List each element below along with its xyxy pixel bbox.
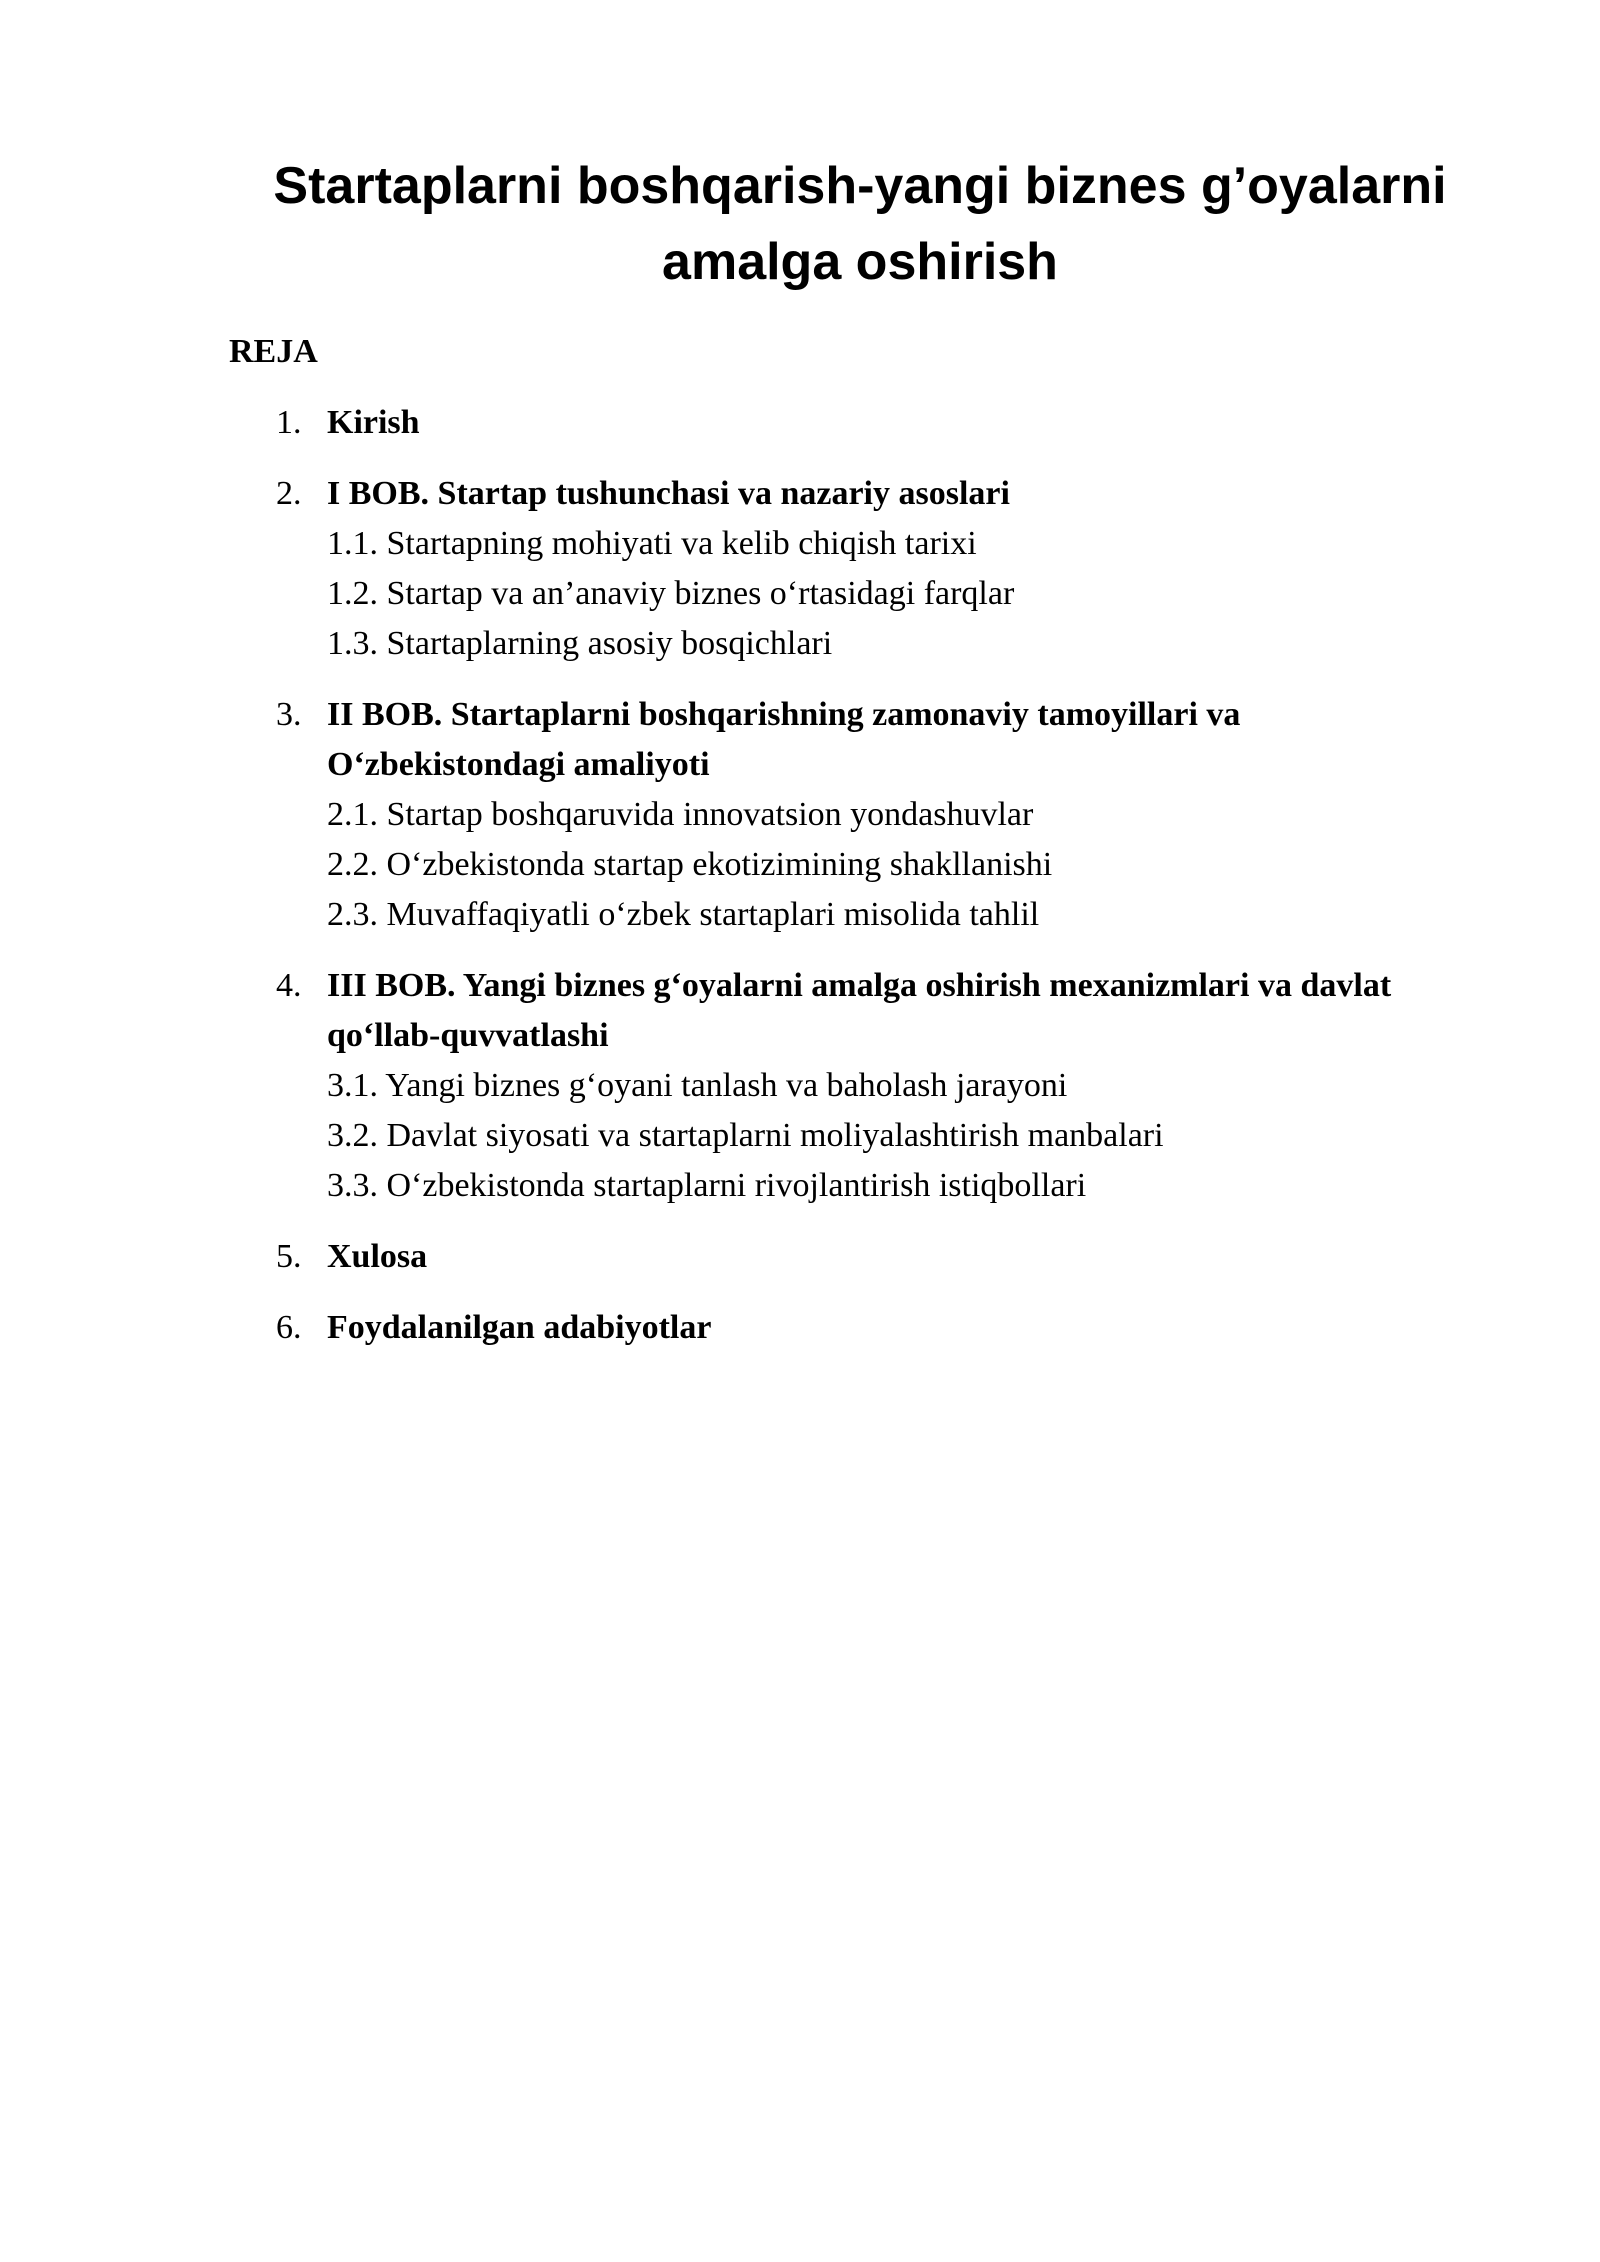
document-title: Startaplarni boshqarish-yangi biznes g’oyalarni amalga oshirish (273, 157, 1447, 291)
outline-item-title: II BOB. Startaplarni boshqarishning zamonaviy tamoyillari va O‘zbekistondagi amaliyoti (327, 696, 1241, 783)
outline-subitem: 3.2. Davlat siyosati va startaplarni moliyalashtirish manbalari (327, 1117, 1164, 1154)
outline-subitem: 1.1. Startapning mohiyati va kelib chiqish tarixi (327, 525, 977, 562)
outline-item-title: Kirish (327, 404, 420, 441)
outline-item-title: I BOB. Startap tushunchasi va nazariy asoslari (327, 475, 1010, 512)
outline-item-chapter-3 (0, 961, 1600, 1211)
outline-subitem: 3.3. O‘zbekistonda startaplarni rivojlantirish istiqbollari (327, 1167, 1087, 1204)
outline-subitem: 3.1. Yangi biznes g‘oyani tanlash va baholash jarayoni (327, 1067, 1068, 1104)
outline-item-number: 3. (276, 696, 302, 733)
outline-sublist (327, 790, 1600, 940)
outline-item-kirish (0, 398, 1600, 448)
outline-subitem: 2.2. O‘zbekistonda startap ekotizimining shakllanishi (327, 846, 1053, 883)
outline-item-xulosa (0, 1232, 1600, 1282)
outline-item-number: 1. (276, 404, 302, 441)
outline-item-title: III BOB. Yangi biznes g‘oyalarni amalga oshirish mexanizmlari va davlat qo‘llab-quvvatlashi (327, 967, 1392, 1054)
outline-subitem: 2.1. Startap boshqaruvida innovatsion yondashuvlar (327, 796, 1034, 833)
outline-item-number: 4. (276, 967, 302, 1004)
outline-list (0, 398, 1600, 1374)
outline-subitem: 2.3. Muvaffaqiyatli o‘zbek startaplari misolida tahlil (327, 896, 1040, 933)
outline-subitem: 1.2. Startap va an’anaviy biznes o‘rtasidagi farqlar (327, 575, 1015, 612)
plan-heading: REJA (229, 333, 318, 370)
outline-sublist (327, 1061, 1600, 1211)
outline-sublist (327, 519, 1600, 669)
outline-item-references (0, 1303, 1600, 1353)
outline-item-title: Foydalanilgan adabiyotlar (327, 1309, 712, 1346)
outline-item-number: 2. (276, 475, 302, 512)
outline-item-number: 5. (276, 1238, 302, 1275)
outline-subitem: 1.3. Startaplarning asosiy bosqichlari (327, 625, 833, 662)
outline-item-title: Xulosa (327, 1238, 428, 1275)
outline-item-chapter-2 (0, 690, 1600, 940)
outline-item-number: 6. (276, 1309, 302, 1346)
outline-item-chapter-1 (0, 469, 1600, 669)
